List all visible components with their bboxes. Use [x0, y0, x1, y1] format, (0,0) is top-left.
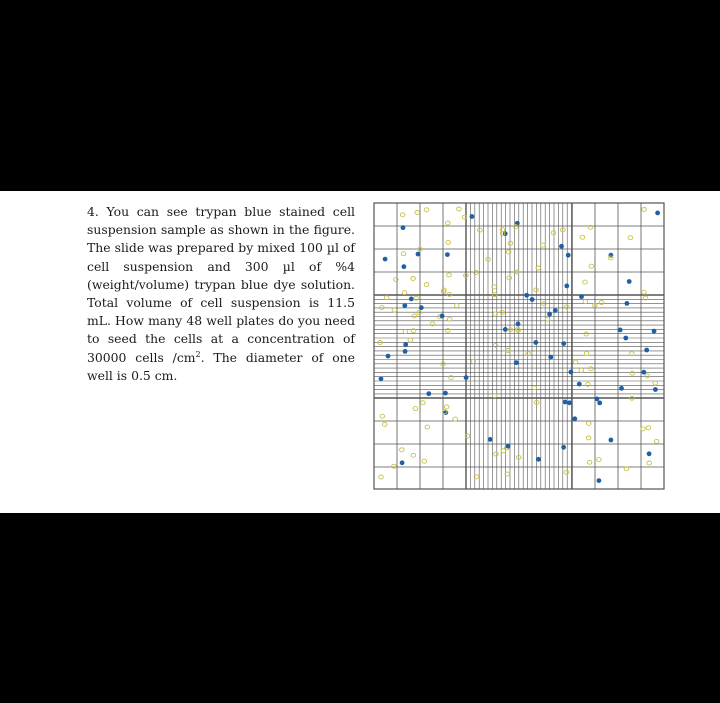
dead-cell-marker [488, 437, 493, 442]
dead-cell-marker [445, 252, 450, 257]
dead-cell-marker [402, 264, 407, 269]
dead-cell-marker [403, 349, 408, 354]
dead-cell-marker [625, 301, 630, 306]
dead-cell-marker [618, 328, 623, 333]
dead-cell-marker [564, 284, 569, 289]
dead-cell-marker [402, 303, 407, 308]
dead-cell-marker [416, 252, 421, 257]
dead-cell-marker [561, 341, 566, 346]
dead-cell-marker [597, 401, 602, 406]
dead-cell-marker [506, 444, 511, 449]
dead-cell-marker [623, 336, 628, 341]
dead-cell-marker [419, 305, 424, 310]
dead-cell-marker [595, 397, 600, 402]
dead-cell-marker [619, 386, 624, 391]
hemocytometer-grid-figure [368, 195, 668, 495]
question-paragraph [87, 203, 355, 385]
dead-cell-marker [443, 391, 448, 396]
dead-cell-marker [401, 225, 406, 230]
question-body: 4. You can see trypan blue stained cell suspension sample as shown in the figure. The slide was prepared by mixed 100 µl of cell suspension and 300 µl of %4 (weight/volume) trypan blue dye solution. Total volume of cell suspension is 11.5 mL. How many 48 well plates do you need to seed the cells at a concentration of 30000 cells /cm [87, 204, 355, 365]
dead-cell-marker [426, 391, 431, 396]
dead-cell-marker [386, 354, 391, 359]
question-superscript: 2 [195, 349, 201, 359]
dead-cell-marker [572, 416, 577, 421]
dead-cell-marker [440, 314, 445, 319]
dead-cell-marker [563, 400, 568, 405]
dead-cell-marker [597, 478, 602, 483]
dead-cell-marker [524, 293, 529, 298]
question-ending: . The diameter of one well is 0.5 cm. [87, 349, 355, 383]
dead-cell-marker [647, 451, 652, 456]
dead-cell-marker [579, 294, 584, 299]
dead-cell-marker [379, 376, 384, 381]
dead-cell-marker [470, 214, 475, 219]
dead-cell-marker [530, 297, 535, 302]
dead-cell-marker [536, 457, 541, 462]
dead-cell-marker [652, 329, 657, 334]
dead-cell-marker [567, 400, 572, 405]
dead-cell-marker [516, 322, 521, 327]
dead-cell-marker [653, 387, 658, 392]
dead-cell-marker [566, 253, 571, 258]
dead-cell-marker [503, 327, 508, 332]
dead-cell-marker [577, 382, 582, 387]
dead-cell-marker [609, 438, 614, 443]
dead-cell-marker [553, 308, 558, 313]
dead-cell-marker [561, 445, 566, 450]
dead-cell-marker [547, 312, 552, 317]
dead-cell-marker [400, 460, 405, 465]
dead-cell-marker [464, 375, 469, 380]
dead-cell-marker [559, 244, 564, 249]
dead-cell-marker [514, 360, 519, 365]
dead-cell-marker [644, 348, 649, 353]
dead-cell-marker [627, 279, 632, 284]
dead-cell-marker [655, 211, 660, 216]
dead-cell-marker [409, 297, 414, 302]
dead-cell-marker [403, 342, 408, 347]
dead-cell-marker [548, 355, 553, 360]
question-text [87, 203, 355, 385]
dead-cell-marker [443, 410, 448, 415]
dead-cell-marker [569, 370, 574, 375]
dead-cell-marker [383, 257, 388, 262]
dead-cell-marker [641, 370, 646, 375]
dead-cell-marker [533, 340, 538, 345]
